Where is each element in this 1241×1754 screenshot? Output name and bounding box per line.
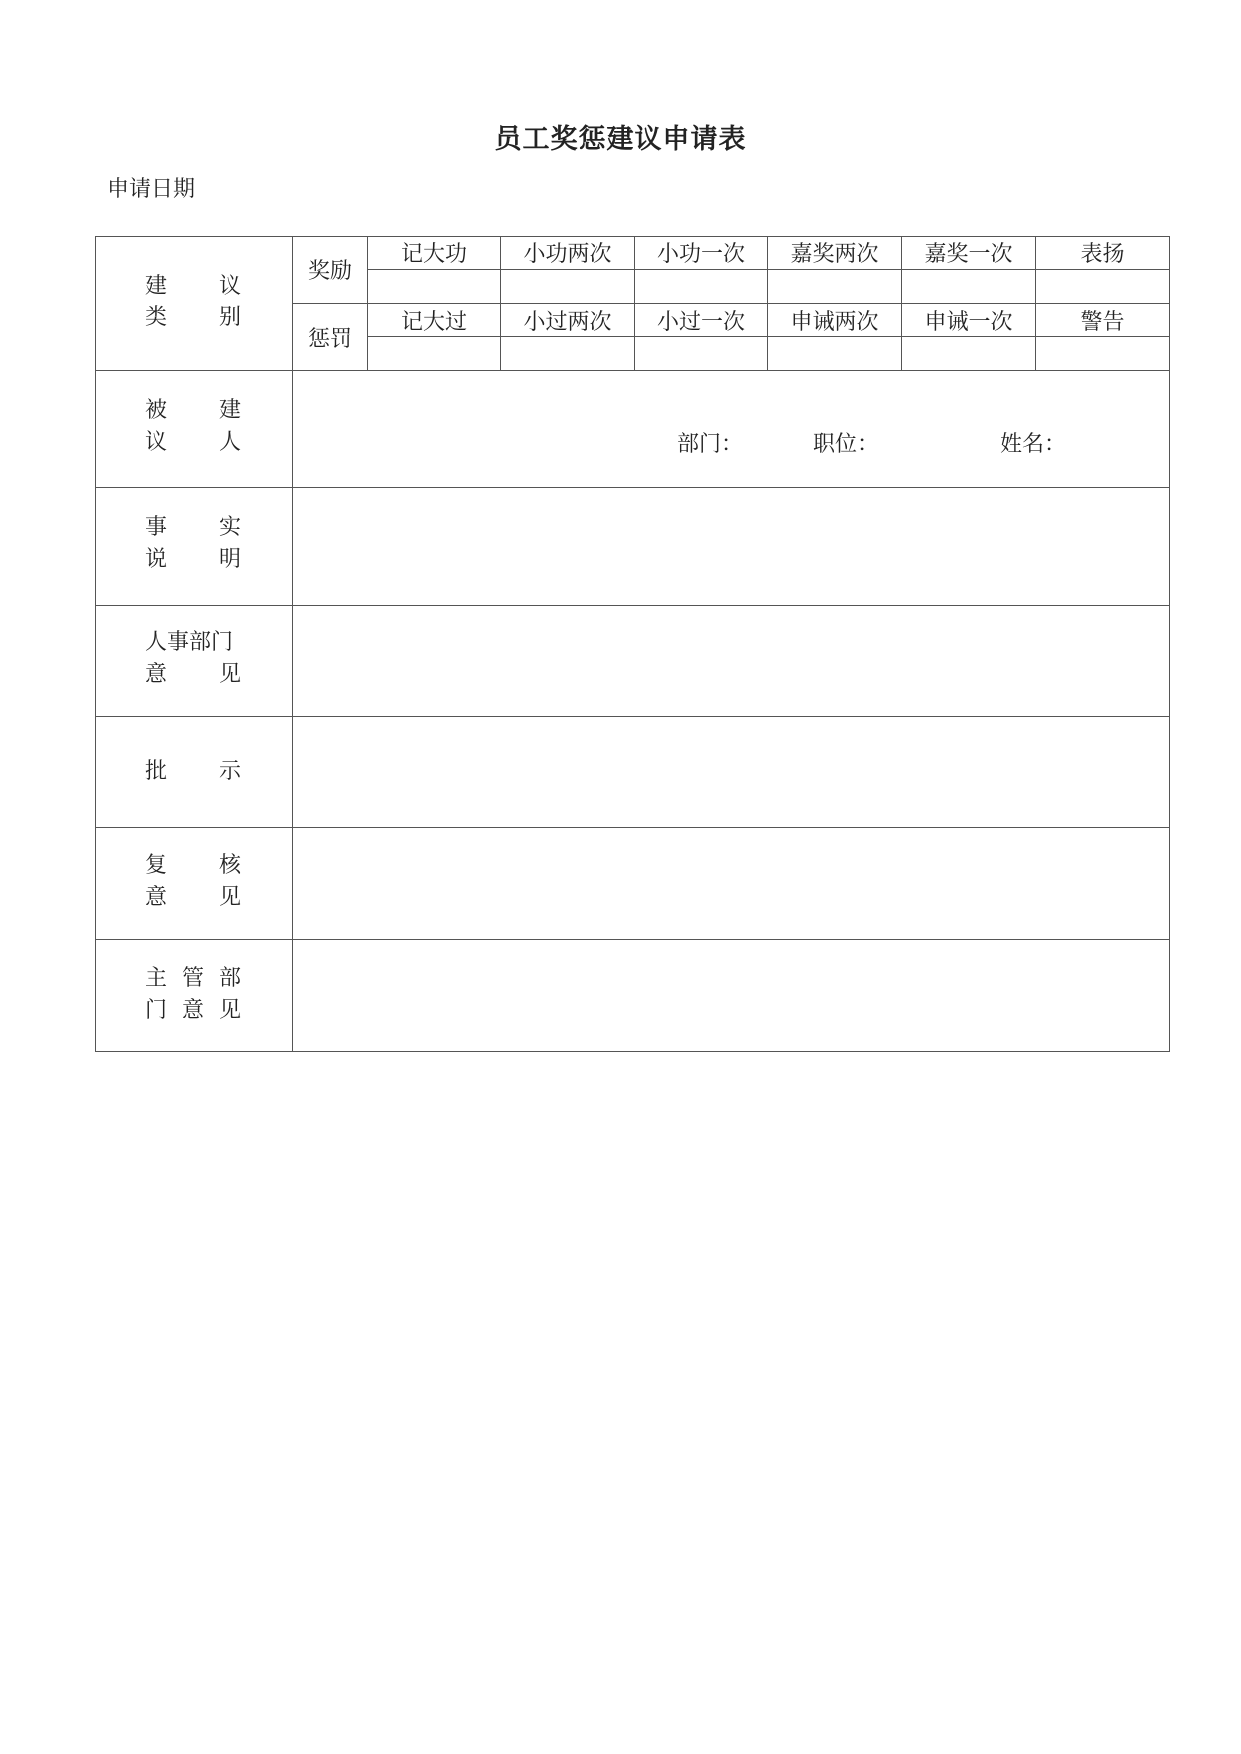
penalty-mark-cell[interactable]: [635, 337, 767, 370]
review-label-char: 见: [219, 885, 242, 910]
reward-option: 小功一次: [656, 242, 745, 267]
nominee-label-char: 建: [219, 398, 242, 423]
review-label-char: 核: [219, 853, 242, 878]
form-title: 员工奖惩建议申请表: [494, 124, 747, 155]
nominee-label-char: 被: [145, 398, 168, 423]
category-label-char: 议: [219, 274, 242, 299]
reward-mark-cell[interactable]: [902, 270, 1035, 303]
application-form-table: [95, 236, 1170, 1052]
approval-label-char: 示: [219, 759, 242, 784]
penalty-option: 申诫一次: [924, 309, 1013, 335]
supervisor-label-char: 见: [219, 998, 242, 1023]
reward-mark-cell[interactable]: [368, 270, 500, 303]
penalty-mark-cell[interactable]: [902, 337, 1035, 370]
penalty-option: 小过两次: [523, 309, 612, 335]
border-bottom: [95, 1051, 1170, 1052]
reward-option: 嘉奖两次: [790, 242, 879, 267]
reward-option: 小功两次: [523, 242, 612, 267]
penalty-option: 记大过: [400, 309, 467, 335]
penalty-option: 小过一次: [656, 309, 745, 335]
department-label: 部门：: [677, 432, 744, 457]
penalty-option: 申诫两次: [790, 309, 879, 335]
reward-option: 嘉奖一次: [924, 242, 1013, 267]
review-field[interactable]: [294, 829, 1167, 938]
nominee-label-char: 议: [145, 430, 168, 455]
supervisor-opinion-field[interactable]: [294, 941, 1167, 1050]
supervisor-label-char: 意: [182, 998, 205, 1023]
border-left: [95, 236, 96, 1052]
hr-opinion-field[interactable]: [294, 607, 1167, 715]
nominee-label-char: 人: [219, 430, 242, 455]
approval-field[interactable]: [294, 718, 1167, 826]
position-label: 职位：: [813, 432, 880, 457]
facts-label-char: 明: [219, 547, 242, 572]
row-divider: [95, 939, 1170, 940]
supervisor-label-char: 门: [145, 998, 168, 1023]
penalty-mark-cell[interactable]: [1036, 337, 1169, 370]
name-label: 姓名：: [1000, 432, 1067, 457]
hr-opinion-label-char: 意: [145, 662, 168, 687]
supervisor-label-char: 部: [219, 966, 242, 991]
reward-mark-cell[interactable]: [635, 270, 767, 303]
facts-field[interactable]: [294, 489, 1167, 604]
facts-label-char: 事: [145, 515, 168, 540]
hr-opinion-label: 人事部门: [145, 630, 234, 655]
reward-label: 奖励: [307, 259, 352, 284]
approval-label-char: 批: [145, 759, 168, 784]
reward-mark-cell[interactable]: [1036, 270, 1169, 303]
hr-opinion-label-char: 见: [219, 662, 242, 687]
row-divider: [95, 716, 1170, 717]
row-divider: [95, 487, 1170, 488]
penalty-label: 惩罚: [307, 326, 352, 352]
border-right: [1169, 236, 1170, 1052]
row-divider: [95, 827, 1170, 828]
reward-option: 记大功: [400, 242, 467, 267]
penalty-mark-cell[interactable]: [501, 337, 634, 370]
application-date-label: 申请日期: [107, 177, 196, 202]
row-divider: [95, 605, 1170, 606]
supervisor-label-char: 主: [145, 966, 168, 991]
reward-mark-cell[interactable]: [501, 270, 634, 303]
penalty-mark-cell[interactable]: [368, 337, 500, 370]
row-divider: [95, 370, 1170, 371]
category-label-char: 类: [145, 305, 168, 330]
reward-option: 表扬: [1080, 242, 1125, 267]
reward-mark-cell[interactable]: [768, 270, 901, 303]
nominee-field[interactable]: [294, 372, 1167, 486]
review-label-char: 意: [145, 885, 168, 910]
review-label-char: 复: [145, 853, 168, 878]
facts-label-char: 实: [219, 515, 242, 540]
facts-label-char: 说: [145, 547, 168, 572]
supervisor-label-char: 管: [182, 966, 205, 991]
category-label-char: 建: [145, 274, 168, 299]
category-label-char: 别: [219, 305, 242, 330]
penalty-mark-cell[interactable]: [768, 337, 901, 370]
penalty-option: 警告: [1080, 309, 1125, 335]
